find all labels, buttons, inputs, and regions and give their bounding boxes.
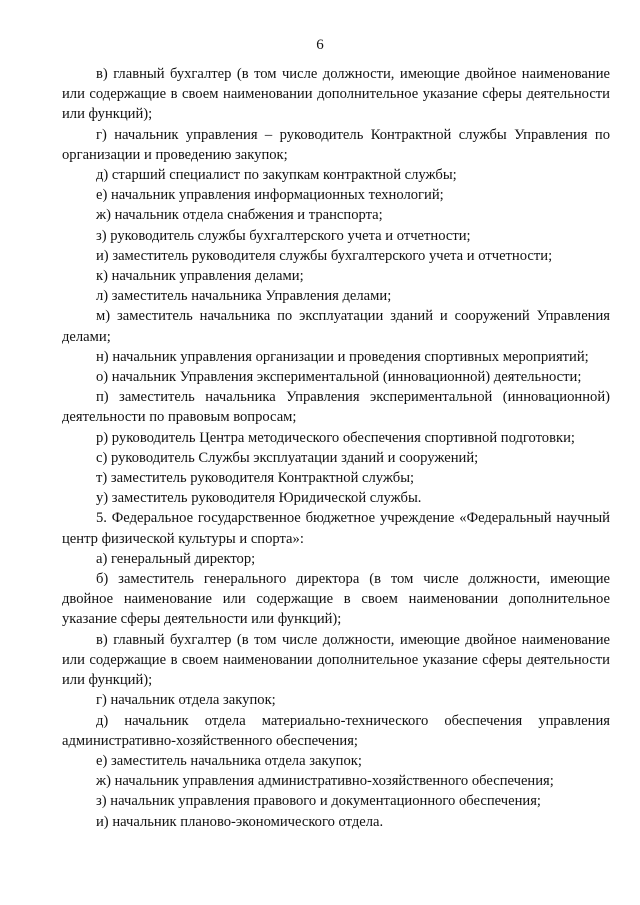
- list-item: н) начальник управления организации и проведения спортивных мероприятий;: [96, 348, 589, 365]
- list-item: у) заместитель руководителя Юридической службы.: [96, 490, 422, 507]
- list-item: б) заместитель генерального директора (в том числе должности, имеющие двойное наименование или содержащие в своем наименовании дополнительное указание сферы деятельности или функций);: [62, 571, 610, 628]
- list-item: м) заместитель начальника по эксплуатации зданий и сооружений Управления делами;: [62, 308, 610, 345]
- list-item: е) заместитель начальника отдела закупок;: [96, 752, 362, 769]
- list-item: е) начальник управления информационных технологий;: [96, 187, 444, 204]
- list-item: с) руководитель Службы эксплуатации зданий и сооружений;: [96, 449, 479, 466]
- list-item: д) начальник отдела материально-технического обеспечения управления административно-хозяйственного обеспечения;: [62, 712, 610, 749]
- list-item: л) заместитель начальника Управления делами;: [96, 288, 392, 305]
- list-item: ж) начальник управления административно-хозяйственного обеспечения;: [96, 773, 554, 790]
- document-body: [62, 64, 610, 832]
- list-item: з) руководитель службы бухгалтерского учета и отчетности;: [96, 227, 471, 244]
- list-item: в) главный бухгалтер (в том числе должности, имеющие двойное наименование или содержащие в своем наименовании дополнительное указание сферы деятельности или функций);: [62, 66, 610, 123]
- list-item: з) начальник управления правового и документационного обеспечения;: [96, 793, 541, 810]
- list-item: г) начальник отдела закупок;: [96, 692, 276, 709]
- list-item: и) заместитель руководителя службы бухгалтерского учета и отчетности;: [96, 247, 553, 264]
- list-item: р) руководитель Центра методического обеспечения спортивной подготовки;: [96, 429, 575, 446]
- list-item: д) старший специалист по закупкам контрактной службы;: [96, 167, 457, 184]
- section-heading: 5. Федеральное государственное бюджетное учреждение «Федеральный научный центр физической культуры и спорта»:: [62, 510, 610, 547]
- page-number: 6: [316, 37, 324, 53]
- list-item: г) начальник управления – руководитель Контрактной службы Управления по организации и проведению закупок;: [62, 126, 610, 163]
- list-item: п) заместитель начальника Управления экспериментальной (инновационной) деятельности по правовым вопросам;: [62, 389, 610, 426]
- list-item: и) начальник планово-экономического отдела.: [96, 813, 384, 830]
- list-item: а) генеральный директор;: [96, 550, 256, 567]
- list-item: т) заместитель руководителя Контрактной службы;: [96, 470, 415, 487]
- list-item: о) начальник Управления экспериментальной (инновационной) деятельности;: [96, 369, 582, 386]
- list-item: ж) начальник отдела снабжения и транспорта;: [96, 207, 383, 224]
- list-item: в) главный бухгалтер (в том числе должности, имеющие двойное наименование или содержащие в своем наименовании дополнительное указание сферы деятельности или функций);: [62, 631, 610, 689]
- list-item: к) начальник управления делами;: [96, 268, 304, 285]
